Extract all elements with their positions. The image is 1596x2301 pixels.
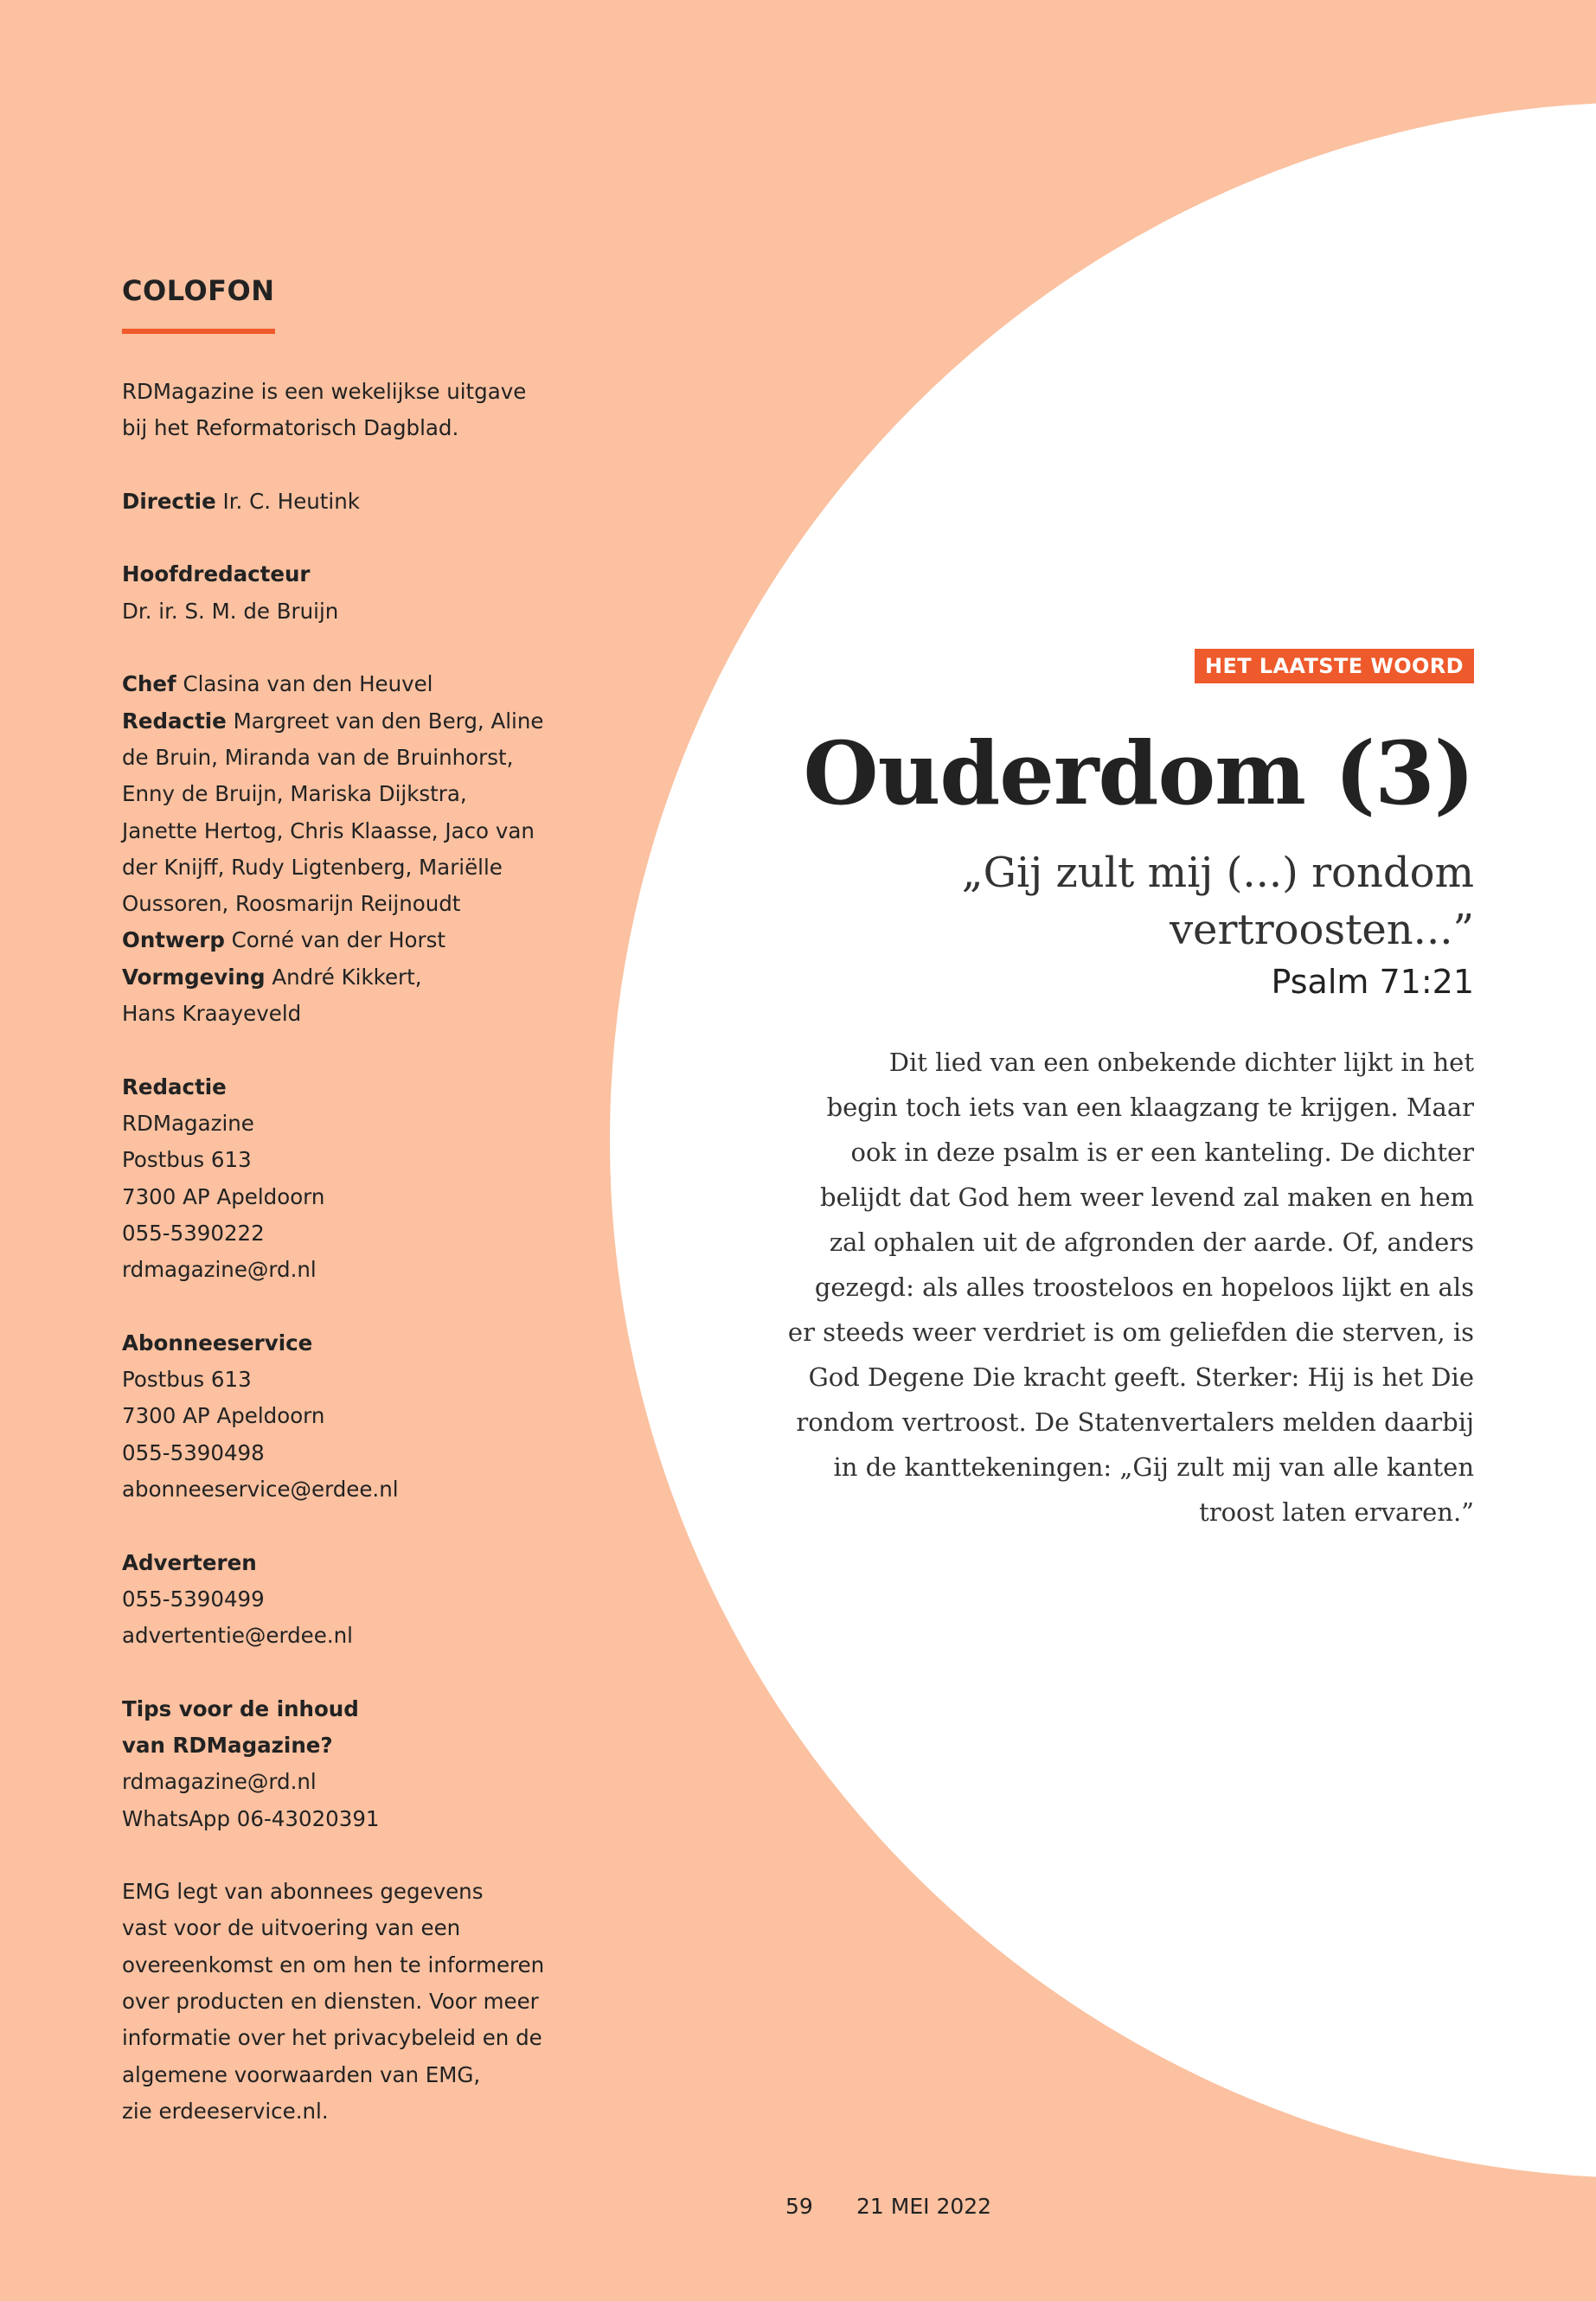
colofon-intro bbox=[122, 374, 529, 447]
privacy-line: informatie over het privacybeleid en de bbox=[122, 2025, 542, 2051]
email-address: advertentie@erdee.nl bbox=[122, 1623, 353, 1649]
chef-value: Clasina van den Heuvel bbox=[176, 671, 433, 697]
ontwerp-label: Ontwerp bbox=[122, 927, 225, 953]
section-tag: HET LAATSTE WOORD bbox=[1195, 649, 1474, 683]
redactie-address-label: Redactie bbox=[122, 1074, 227, 1099]
privacy-line: overeenkomst en om hen te informeren bbox=[122, 1952, 545, 1977]
vormgeving-value: André Kikkert, bbox=[265, 964, 422, 990]
privacy-line: algemene voorwaarden van EMG, bbox=[122, 2061, 481, 2087]
redactie-label: Redactie bbox=[122, 708, 227, 734]
redactie-line: der Knijff, Rudy Ligtenberg, Mariëlle bbox=[122, 854, 503, 880]
phone-number: 055-5390222 bbox=[122, 1220, 265, 1246]
scripture-reference: Psalm 71:21 bbox=[1271, 963, 1474, 1001]
body-line: er steeds weer verdriet is om geliefden die sterven, is bbox=[787, 1317, 1474, 1347]
email-address: rdmagazine@rd.nl bbox=[122, 1257, 317, 1283]
directie-entry bbox=[122, 484, 529, 520]
body-line: in de kanttekeningen: „Gij zult mij van alle kanten bbox=[833, 1452, 1474, 1482]
tips-entry bbox=[122, 1691, 529, 1837]
privacy-notice bbox=[122, 1874, 545, 2130]
hoofdredacteur-value: Dr. ir. S. M. de Bruijn bbox=[122, 598, 339, 624]
redactie-address-entry bbox=[122, 1069, 529, 1289]
abonneeservice-entry bbox=[122, 1325, 529, 1508]
hoofdredacteur-entry bbox=[122, 556, 529, 630]
heading-underline bbox=[122, 329, 275, 334]
adverteren-entry bbox=[122, 1545, 529, 1655]
privacy-line: vast voor de uitvoering van een bbox=[122, 1915, 461, 1941]
body-line: gezegd: als alles troosteloos en hopeloos lijkt en als bbox=[814, 1272, 1474, 1302]
body-line: zal ophalen uit de afgronden der aarde. Of, anders bbox=[829, 1227, 1474, 1257]
intro-line: bij het Reformatorisch Dagblad. bbox=[122, 415, 459, 441]
article bbox=[730, 649, 1474, 1535]
intro-line: RDMagazine is een wekelijkse uitgave bbox=[122, 379, 527, 404]
email-address: rdmagazine@rd.nl bbox=[122, 1769, 317, 1795]
body-line: begin toch iets van een klaagzang te krijgen. Maar bbox=[826, 1093, 1474, 1122]
whatsapp-number: WhatsApp 06-43020391 bbox=[122, 1805, 380, 1831]
phone-number: 055-5390498 bbox=[122, 1439, 265, 1465]
redactie-line: de Bruin, Miranda van de Bruinhorst, bbox=[122, 744, 514, 770]
article-title: Ouderdom (3) bbox=[803, 722, 1474, 824]
abonneeservice-label: Abonneeservice bbox=[122, 1330, 313, 1356]
page-number: 59 bbox=[785, 2194, 813, 2219]
vormgeving-second: Hans Kraayeveld bbox=[122, 1001, 302, 1027]
body-line: God Degene Die kracht geeft. Sterker: Hij is het Die bbox=[808, 1362, 1474, 1392]
article-body bbox=[730, 1040, 1474, 1535]
privacy-line: over producten en diensten. Voor meer bbox=[122, 1989, 539, 2015]
address-line: Postbus 613 bbox=[122, 1147, 252, 1173]
redactie-value: Margreet van den Berg, Aline bbox=[226, 708, 544, 734]
body-line: belijdt dat God hem weer levend zal maken en hem bbox=[820, 1183, 1474, 1212]
privacy-line: zie erdeeservice.nl. bbox=[122, 2098, 329, 2124]
phone-number: 055-5390499 bbox=[122, 1586, 265, 1612]
issue-date: 21 MEI 2022 bbox=[856, 2194, 992, 2219]
adverteren-label: Adverteren bbox=[122, 1549, 257, 1575]
directie-label: Directie bbox=[122, 488, 216, 514]
address-line: 7300 AP Apeldoorn bbox=[122, 1183, 325, 1209]
redactie-line: Enny de Bruijn, Mariska Dijkstra, bbox=[122, 781, 467, 807]
chef-label: Chef bbox=[122, 671, 176, 697]
address-line: RDMagazine bbox=[122, 1110, 254, 1136]
address-line: Postbus 613 bbox=[122, 1367, 252, 1393]
redactie-line: Oussoren, Roosmarijn Reijnoudt bbox=[122, 891, 461, 917]
privacy-line: EMG legt van abonnees gegevens bbox=[122, 1879, 484, 1905]
scripture-quote bbox=[730, 844, 1474, 958]
quote-line: vertroosten...” bbox=[1169, 906, 1474, 954]
staff-entry bbox=[122, 666, 544, 1032]
colofon-column bbox=[122, 270, 545, 2167]
body-line: Dit lied van een onbekende dichter lijkt in het bbox=[888, 1048, 1474, 1077]
vormgeving-label: Vormgeving bbox=[122, 964, 266, 990]
quote-line: „Gij zult mij (...) rondom bbox=[961, 849, 1474, 897]
ontwerp-value: Corné van der Horst bbox=[224, 927, 445, 953]
body-line: ook in deze psalm is er een kanteling. De dichter bbox=[850, 1138, 1474, 1167]
tips-label: van RDMagazine? bbox=[122, 1732, 333, 1758]
body-line: rondom vertroost. De Statenvertalers melden daarbij bbox=[796, 1407, 1474, 1437]
redactie-line: Janette Hertog, Chris Klaasse, Jaco van bbox=[122, 817, 535, 843]
tips-label: Tips voor de inhoud bbox=[122, 1695, 359, 1721]
body-line: troost laten ervaren.” bbox=[1199, 1497, 1474, 1527]
hoofdredacteur-label: Hoofdredacteur bbox=[122, 561, 311, 587]
address-line: 7300 AP Apeldoorn bbox=[122, 1403, 325, 1429]
colofon-heading: COLOFON bbox=[122, 274, 275, 307]
directie-value: Ir. C. Heutink bbox=[215, 488, 360, 514]
email-address: abonneeservice@erdee.nl bbox=[122, 1476, 399, 1502]
